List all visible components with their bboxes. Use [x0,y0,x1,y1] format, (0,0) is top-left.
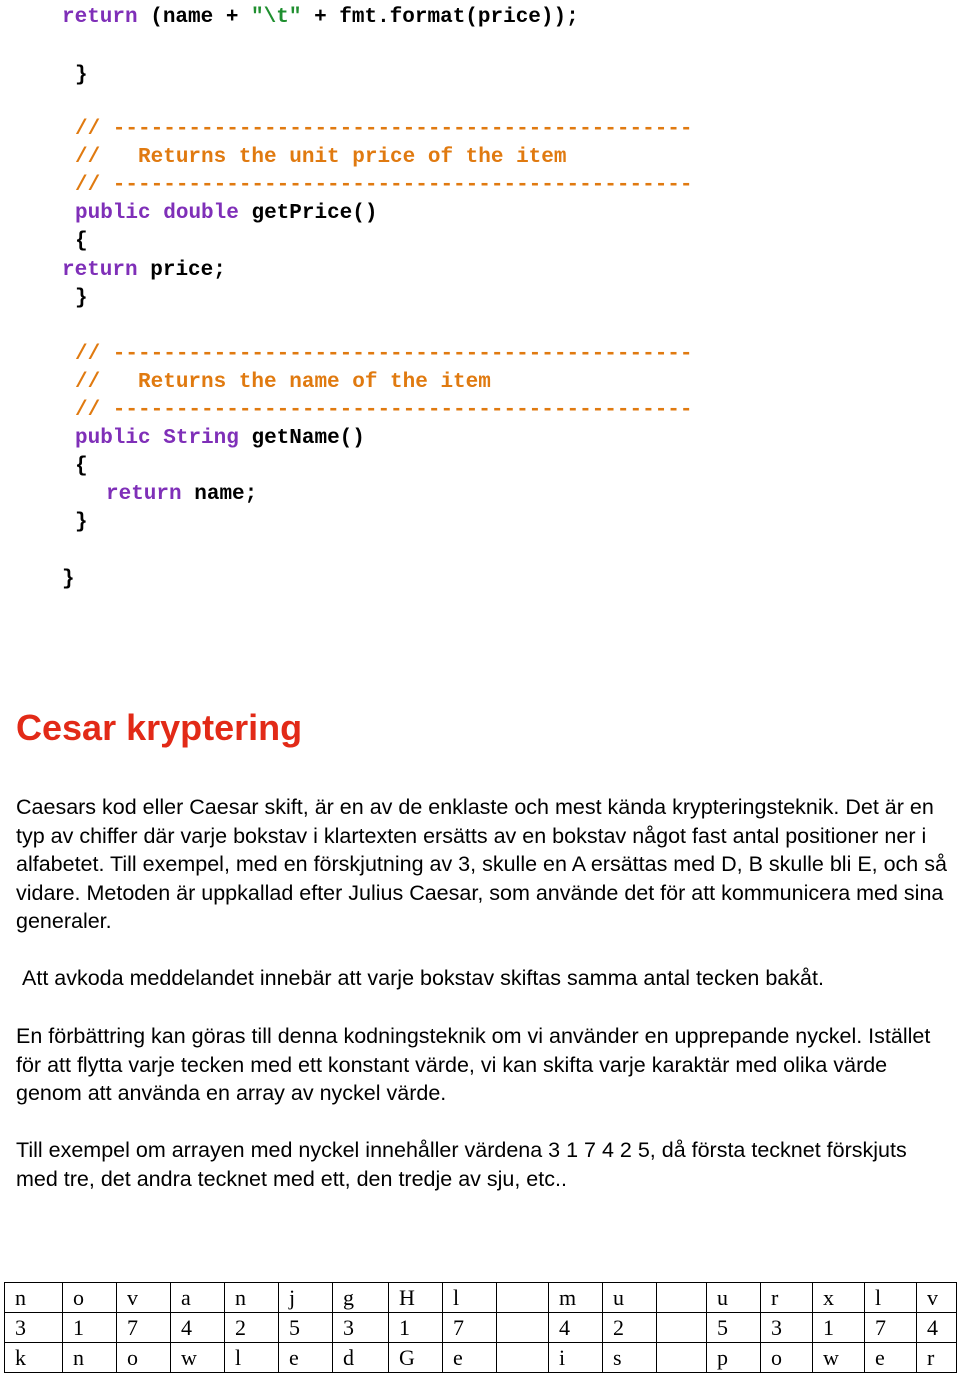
table-cell [497,1283,549,1313]
method-signature: getName() [251,427,365,450]
table-cell: o [761,1343,813,1373]
code-text: (name + [137,6,252,29]
table-cell: r [761,1283,813,1313]
table-cell: 1 [389,1313,443,1343]
table-cell: 4 [549,1313,603,1343]
code-close-brace: } [75,511,88,534]
table-cell: e [865,1343,917,1373]
table-cell: i [549,1343,603,1373]
table-cell: 4 [917,1313,957,1343]
table-cell: n [5,1283,63,1313]
code-method-getname [75,425,365,453]
table-cell: p [707,1343,761,1373]
table-cell: 7 [443,1313,497,1343]
paragraph-improvement: En förbättring kan göras till denna kodningsteknik om vi använder en upprepande nyckel. Istället för att flytta varje tecken med ett konstant värde, vi kan skifta varje karaktär med olika värde genom att använda en array av nyckel värde. [16,1024,931,1106]
code-return-name [106,481,257,509]
code-class-close-brace: } [62,568,75,591]
code-close-brace: } [75,287,88,310]
code-method-getprice [75,200,378,228]
method-signature: getPrice() [251,202,378,225]
table-cell: m [549,1283,603,1313]
keyword-public: public [75,427,151,450]
table-cell: 1 [813,1313,865,1343]
comment-separator: // ---------------------------------------------- [75,343,693,366]
table-cell: g [333,1283,389,1313]
code-text: name; [194,483,258,506]
code-text: + fmt.format(price)); [301,6,579,29]
table-cell: a [171,1283,225,1313]
table-cell: o [117,1343,171,1373]
table-cell: 2 [603,1313,657,1343]
table-cell: 3 [333,1313,389,1343]
code-text: price; [150,259,226,282]
paragraph-example: Till exempel om arrayen med nyckel innehåller värdena 3 1 7 4 2 5, då första tecknet förskjuts med tre, det andra tecknet med ett, den tredje av sju, etc.. [16,1138,907,1191]
table-cell: w [813,1343,865,1373]
paragraph-decode: Att avkoda meddelandet innebär att varje bokstav skiftas samma antal tecken bakåt. [22,966,824,990]
comment-unit-price: // Returns the unit price of the item [75,146,567,169]
table-cell: l [443,1283,497,1313]
keyword-string: String [163,427,239,450]
table-row-key [5,1313,957,1343]
paragraph-caesar-intro: Caesars kod eller Caesar skift, är en av de enklaste och mest kända krypteringsteknik. Det är en typ av chiffer där varje bokstav i klartexten ersätts av en bokstav något fast antal positioner ner i alfabetet. Till exempel, med en förskjutning av 3, skulle en A ersättas med D, B skulle bli E, och så vidare. Metoden är uppkallad efter Julius Caesar, som använde det för att kommunicera med sina generaler. [16,795,947,934]
table-cell [657,1313,707,1343]
table-cell: x [813,1283,865,1313]
table-cell: u [707,1283,761,1313]
table-cell: e [443,1343,497,1373]
table-cell: 3 [761,1313,813,1343]
table-cell: v [117,1283,171,1313]
table-cell [497,1343,549,1373]
string-literal: "\t" [251,6,302,29]
comment-separator: // ---------------------------------------------- [75,399,693,422]
table-cell: l [225,1343,279,1373]
table-cell: v [917,1283,957,1313]
table-cell: r [917,1343,957,1373]
table-cell: G [389,1343,443,1373]
table-row-ciphertext [5,1343,957,1373]
table-cell: H [389,1283,443,1313]
table-cell: d [333,1343,389,1373]
table-cell [497,1313,549,1343]
table-cell: n [63,1343,117,1373]
table-cell: 2 [225,1313,279,1343]
keyword-public: public [75,202,151,225]
table-cell: 5 [279,1313,333,1343]
comment-name: // Returns the name of the item [75,371,491,394]
table-cell [657,1343,707,1373]
table-cell: s [603,1343,657,1373]
table-cell: e [279,1343,333,1373]
table-cell [657,1283,707,1313]
keyword-return: return [62,259,138,282]
table-cell: u [603,1283,657,1313]
table-row-plaintext [5,1283,957,1313]
table-cell: j [279,1283,333,1313]
section-heading: Cesar kryptering [16,707,303,748]
table-cell: n [225,1283,279,1313]
code-line-return-format [62,4,579,32]
table-cell: 3 [5,1313,63,1343]
code-close-brace: } [75,64,88,87]
table-cell: l [865,1283,917,1313]
table-cell: 4 [171,1313,225,1343]
table-cell: 5 [707,1313,761,1343]
table-cell: 1 [63,1313,117,1343]
cipher-table [4,1282,957,1373]
comment-separator: // ---------------------------------------------- [75,174,693,197]
comment-separator: // ---------------------------------------------- [75,118,693,141]
keyword-return: return [62,6,138,29]
table-cell: 7 [865,1313,917,1343]
keyword-double: double [163,202,239,225]
table-cell: k [5,1343,63,1373]
code-open-brace: { [75,230,88,253]
table-cell: w [171,1343,225,1373]
keyword-return: return [106,483,182,506]
code-return-price [62,257,226,285]
table-cell: 7 [117,1313,171,1343]
code-open-brace: { [75,455,88,478]
table-cell: o [63,1283,117,1313]
